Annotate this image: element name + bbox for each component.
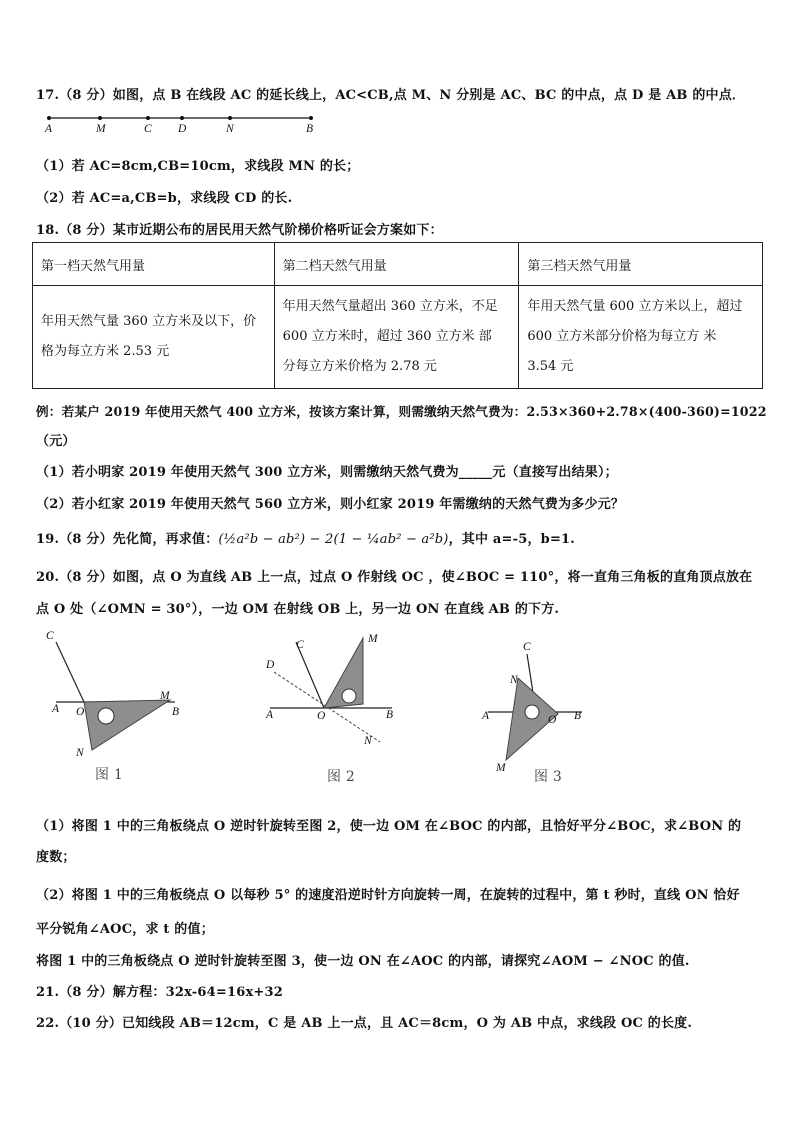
- cell-line: 年用天然气量 360 立方米及以下，价: [41, 314, 257, 329]
- fig2-label-A: A: [266, 709, 274, 721]
- q20-part1-line1: （1）将图 1 中的三角板绕点 O 逆时针旋转至图 2，使一边 OM 在∠BOC 的内部，且恰好平分∠BOC，求∠BON 的: [36, 819, 742, 834]
- fig2-label-D: D: [266, 659, 275, 671]
- fig1-caption: 图 1: [95, 767, 123, 783]
- q17-point-M: M: [96, 123, 106, 135]
- q20-stem-line1: 20.（8 分）如图，点 O 为直线 AB 上一点，过点 O 作射线 OC ，使∠BOC = 110°，将一直角三角板的直角顶点放在: [36, 570, 753, 585]
- q17-point-A: A: [45, 123, 53, 135]
- q19-expression: (½a²b − ab²) − 2(1 − ¼ab² − a²b): [218, 532, 449, 547]
- fig1-label-N: N: [76, 747, 84, 759]
- q18-example-line2: （元）: [36, 434, 76, 449]
- fig2-label-M: M: [368, 633, 378, 645]
- fig2-label-O: O: [317, 710, 326, 722]
- q17-part2: （2）若 AC=a,CB=b，求线段 CD 的长.: [36, 191, 293, 206]
- table-cell-tier3: [519, 286, 763, 389]
- table-cell-tier2: [274, 286, 519, 389]
- q20-part2-line1: （2）将图 1 中的三角板绕点 O 以每秒 5° 的速度沿逆时针方向旋转一周，在旋转的过程中，第 t 秒时，直线 ON 恰好: [36, 888, 740, 903]
- table-header-tier1: 第一档天然气用量: [33, 243, 275, 286]
- q20-part2-line2: 平分锐角∠AOC，求 t 的值；: [36, 922, 214, 937]
- fig3-label-O: O: [548, 714, 557, 726]
- cell-line: 600 立方米时，超过 360 立方米 部: [282, 329, 492, 344]
- fig2-label-N: N: [364, 735, 372, 747]
- fig1-label-C: C: [46, 630, 54, 642]
- q18-part2: （2）若小红家 2019 年使用天然气 560 立方米，则小红家 2019 年需缴纳的天然气费为多少元？: [36, 497, 625, 512]
- q20-figure-3: [480, 630, 600, 780]
- fig2-label-B: B: [386, 709, 394, 721]
- table-cell-tier1: [33, 286, 275, 389]
- fig3-label-M: M: [496, 762, 506, 774]
- q18-example-line1: 例：若某户 2019 年使用天然气 400 立方米，按该方案计算，则需缴纳天然气费为：2.53×360+2.78×(400-360)=1022: [36, 404, 767, 419]
- q21-text: 21.（8 分）解方程：32x-64=16x+32: [36, 985, 284, 1000]
- q17-point-B: B: [306, 123, 314, 135]
- cell-line: 分每立方米价格为 2.78 元: [282, 359, 437, 374]
- q17-point-N: N: [226, 123, 234, 135]
- fig3-caption: 图 3: [534, 769, 562, 785]
- q20-figure-1: [40, 630, 200, 780]
- fig1-label-B: B: [172, 706, 180, 718]
- q17-stem: 17.（8 分）如图，点 B 在线段 AC 的延长线上，AC<CB,点 M、N 分别是 AC、BC 的中点，点 D 是 AB 的中点．: [36, 88, 746, 103]
- q20-part3: 将图 1 中的三角板绕点 O 逆时针旋转至图 3，使一边 ON 在∠AOC 的内部，请探究∠AOM − ∠NOC 的值.: [36, 954, 690, 969]
- q18-part1: （1）若小明家 2019 年使用天然气 300 立方米，则需缴纳天然气费为_____元（直接写出结果）；: [36, 465, 618, 480]
- table-header-tier2: 第二档天然气用量: [274, 243, 519, 286]
- q22-text: 22.（10 分）已知线段 AB＝12cm，C 是 AB 上一点，且 AC＝8cm，O 为 AB 中点，求线段 OC 的长度.: [36, 1016, 693, 1031]
- q17-point-C: C: [144, 123, 152, 135]
- q19-line: [36, 528, 575, 547]
- fig1-label-A: A: [52, 703, 60, 715]
- fig3-label-N: N: [510, 674, 518, 686]
- fig2-caption: 图 2: [327, 769, 355, 785]
- q20-part1-line2: 度数；: [36, 850, 76, 865]
- q18-price-table: [32, 242, 763, 389]
- q19-suffix: ，其中 a=-5，b=1.: [448, 532, 576, 547]
- q17-part1: （1）若 AC=8cm,CB=10cm，求线段 MN 的长；: [36, 159, 360, 174]
- q17-point-D: D: [178, 123, 187, 135]
- q19-prefix: 19.（8 分）先化简，再求值：: [36, 532, 219, 547]
- cell-line: 格为每立方米 2.53 元: [41, 344, 170, 359]
- table-header-tier3: 第三档天然气用量: [519, 243, 763, 286]
- cell-line: 600 立方米部分价格为每立方 米: [527, 329, 717, 344]
- fig2-label-C: C: [296, 639, 304, 651]
- cell-line: 3.54 元: [527, 359, 574, 374]
- cell-line: 年用天然气量 600 立方米以上，超过: [527, 299, 743, 314]
- fig1-label-O: O: [76, 706, 85, 718]
- q20-figure-2: [260, 630, 410, 780]
- fig3-label-C: C: [523, 641, 531, 653]
- q18-stem: 18.（8 分）某市近期公布的居民用天然气阶梯价格听证会方案如下：: [36, 223, 443, 238]
- cell-line: 年用天然气量超出 360 立方米，不足: [282, 299, 498, 314]
- fig1-label-M: M: [160, 690, 170, 702]
- q20-stem-line2: 点 O 处（∠OMN = 30°），一边 OM 在射线 OB 上，另一边 ON 在直线 AB 的下方.: [36, 602, 560, 617]
- fig3-label-A: A: [482, 710, 490, 722]
- fig3-label-B: B: [574, 710, 582, 722]
